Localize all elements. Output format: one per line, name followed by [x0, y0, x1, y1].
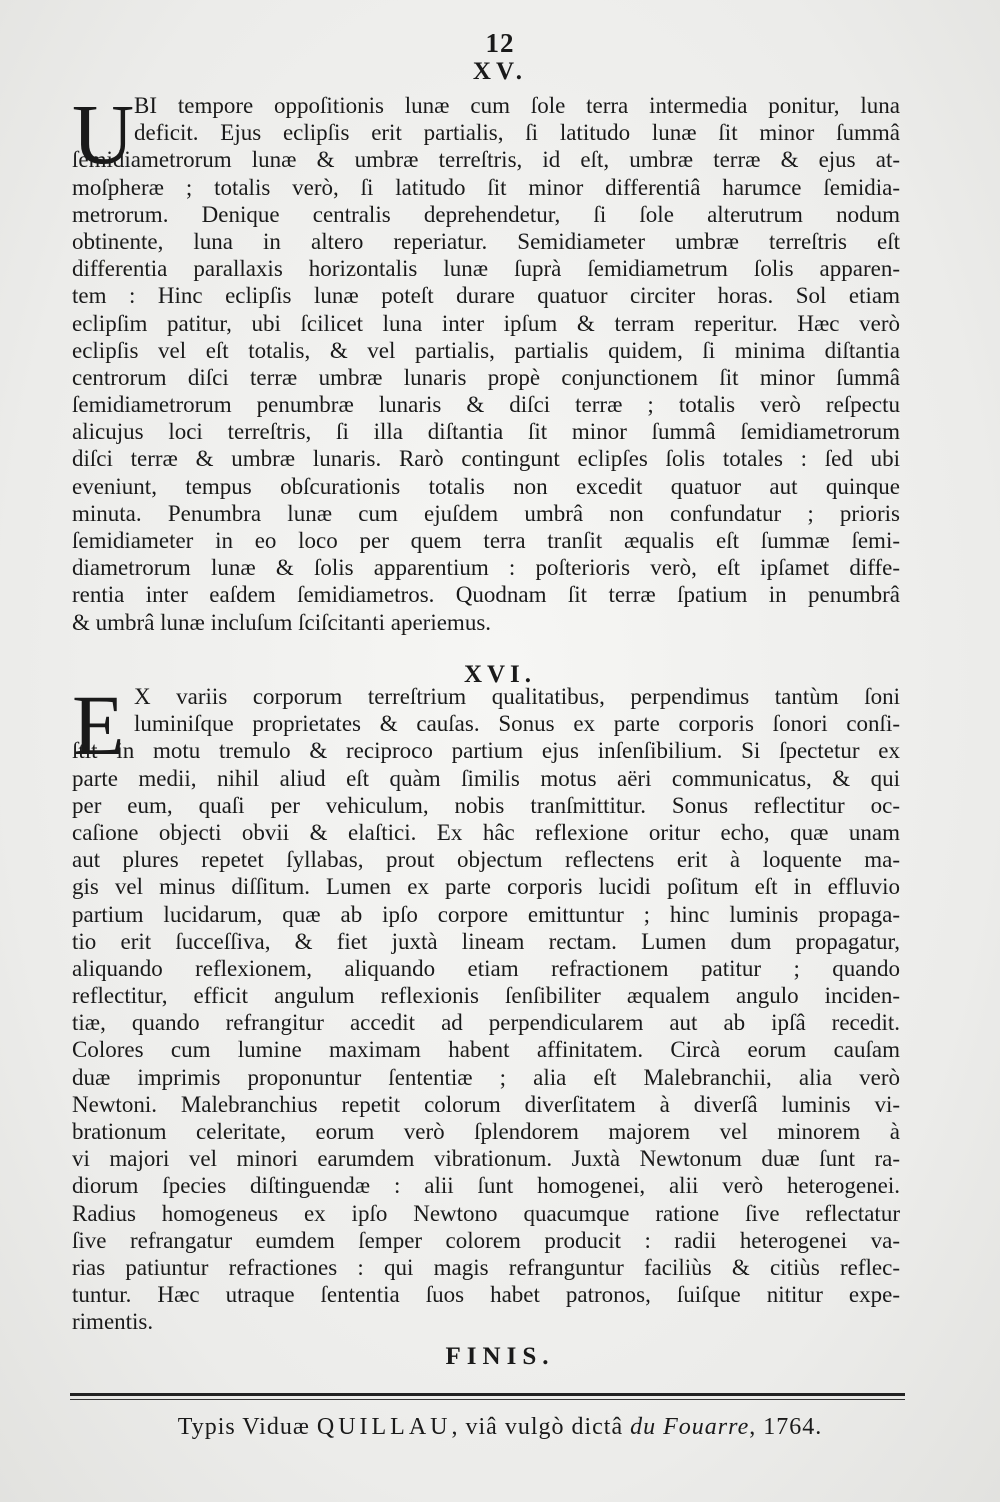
text-line: & umbrâ lunæ incluſum ſciſcitanti aperiemus. — [72, 609, 492, 635]
divider-rule — [70, 1393, 905, 1396]
text-line: deficit. Ejus eclipſis erit partialis, ſi latitudo lunæ ſit minor ſummâ — [134, 120, 900, 146]
text-line: ſemidiametrorum penumbræ lunaris & diſci terræ ; totalis verò reſpectu — [72, 392, 900, 418]
text-line: aliquando reflexionem, aliquando etiam refractionem patitur ; quando — [72, 955, 900, 981]
drop-cap: U — [72, 86, 135, 182]
text-line: duæ imprimis proponuntur ſententiæ ; alia eſt Malebranchii, alia verò — [72, 1064, 900, 1090]
text-line: aut plures repetet ſyllabas, prout objectum reflectens erit à loquente ma- — [72, 847, 900, 873]
text-line: tuntur. Hæc utraque ſententia ſuos habet patronos, ſuiſque nititur expe- — [72, 1282, 900, 1308]
divider-rule — [70, 1399, 905, 1400]
text-line: Radius homogeneus ex ipſo Newtono quacumque ratione ſive reflectatur — [72, 1200, 900, 1226]
text-line: eclipſim patitur, ubi ſcilicet luna inter ipſum & terram reperitur. Hæc verò — [72, 310, 900, 336]
imprint-street: du Fouarre — [630, 1414, 750, 1440]
text-line: parte medii, nihil aliud eſt quàm ſimilis motus aëri communicatus, & qui — [72, 765, 900, 791]
text-line: ſtit in motu tremulo & reciproco partium ejus inſenſibilium. Si ſpectetur ex — [72, 738, 900, 764]
text-line: tem : Hinc eclipſis lunæ poteſt durare quatuor circiter horas. Sol etiam — [72, 283, 900, 309]
imprint-middle: , viâ vulgò dictâ — [451, 1414, 624, 1440]
text-line: per eum, quaſi per vehiculum, nobis tranſmittitur. Sonus reflectitur oc- — [72, 792, 900, 818]
text-line: minuta. Penumbra lunæ cum ejuſdem umbrâ non confundatur ; prioris — [72, 500, 900, 526]
finis-label: FINIS. — [445, 1343, 555, 1370]
section-text-xv — [72, 86, 900, 636]
text-line: vi majori vel minori earumdem vibrationum. Juxtà Newtonum duæ ſunt ra- — [72, 1146, 900, 1172]
text-line: Newtoni. Malebranchius repetit colorum diverſitatem à diverſâ luminis vi- — [72, 1091, 900, 1117]
imprint-prefix: Typis Viduæ — [177, 1414, 310, 1440]
text-line: diametrorum lunæ & ſolis apparentium : poſterioris verò, eſt ipſamet diffe- — [72, 555, 900, 581]
text-line: brationum celeritate, eorum verò ſplendorem majorem vel minorem à — [72, 1119, 900, 1144]
text-line: tio erit ſucceſſiva, & fiet juxtà lineam rectam. Lumen dum propagatur, — [72, 928, 900, 954]
section-heading-xvi: XVI. — [463, 661, 537, 688]
page-number: 12 — [485, 28, 515, 58]
text-line: eveniunt, tempus obſcurationis totalis non excedit quatuor aut quinque — [72, 473, 900, 499]
text-line: ſemidiameter in eo loco per quem terra tranſit æqualis eſt ſummæ ſemi- — [72, 528, 900, 553]
section-heading-xv: XV. — [472, 58, 528, 85]
text-line: moſpheræ ; totalis verò, ſi latitudo ſit minor differentiâ harumce ſemidia- — [72, 174, 900, 200]
text-line: Colores cum lumine maximam habent affinitatem. Circà eorum cauſam — [72, 1037, 900, 1063]
text-line: diſci terræ & umbræ lunaris. Rarò contingunt eclipſes ſolis totales : ſed ubi — [72, 446, 900, 472]
text-line: ſive refrangatur eumdem ſemper colorem producit : radii heterogenei va- — [72, 1227, 900, 1253]
section-text-xvi — [72, 677, 900, 1336]
text-line: rimentis. — [72, 1309, 154, 1335]
text-line: centrorum diſci terræ umbræ lunaris propè conjunctionem ſit minor ſummâ — [72, 364, 900, 390]
text-line: BI tempore oppoſitionis lunæ cum ſole terra intermedia ponitur, luna — [134, 93, 900, 118]
text-line: caſione objecti obvii & elaſtici. Ex hâc reflexione oritur echo, quæ unam — [72, 819, 900, 845]
text-line: partium lucidarum, quæ ab ipſo corpore emittuntur ; hinc luminis propaga- — [72, 901, 900, 927]
drop-cap: E — [72, 677, 125, 773]
text-line: eclipſis vel eſt totalis, & vel partialis, partialis quidem, ſi minima diſtantia — [72, 337, 900, 363]
imprint-year: , 1764. — [749, 1414, 823, 1440]
text-line: alicujus loci terreſtris, ſi illa diſtantia ſit minor ſummâ ſemidiametrorum — [72, 419, 900, 445]
text-line: gis vel minus diſſitum. Lumen ex parte corporis lucidi poſitum eſt in effluvio — [72, 874, 900, 900]
text-line: rentia inter eaſdem ſemidiametros. Quodnam ſit terræ ſpatium in penumbrâ — [72, 582, 900, 608]
text-line: X variis corporum terreſtrium qualitatibus, perpendimus tantùm ſoni — [134, 684, 900, 709]
text-line: tiæ, quando refrangitur accedit ad perpendicularem aut ab ipſâ recedit. — [72, 1010, 900, 1036]
text-line: ſemidiametrorum lunæ & umbræ terreſtris, id eſt, umbræ terræ & ejus at- — [72, 147, 900, 173]
text-line: differentia parallaxis horizontalis lunæ ſuprà ſemidiametrum ſolis apparen- — [72, 256, 900, 282]
text-line: metrorum. Denique centralis deprehendetur, ſi ſole alterutrum nodum — [72, 201, 900, 227]
text-line: rias patiuntur refractiones : qui magis refranguntur faciliùs & citiùs reflec- — [72, 1254, 900, 1280]
text-line: reflectitur, efficit angulum reflexionis ſenſibiliter æqualem angulo inciden- — [72, 983, 900, 1009]
text-line: luminiſque proprietates & cauſas. Sonus ex parte corporis ſonori conſi- — [134, 711, 900, 737]
printer-imprint — [0, 1414, 1000, 1441]
text-line: obtinente, luna in altero reperiatur. Semidiameter umbræ terreſtris eſt — [72, 228, 900, 254]
imprint-printer: QUILLAU — [316, 1414, 452, 1440]
text-line: diorum ſpecies diſtinguendæ : alii ſunt homogenei, alii verò heterogenei. — [72, 1173, 900, 1199]
